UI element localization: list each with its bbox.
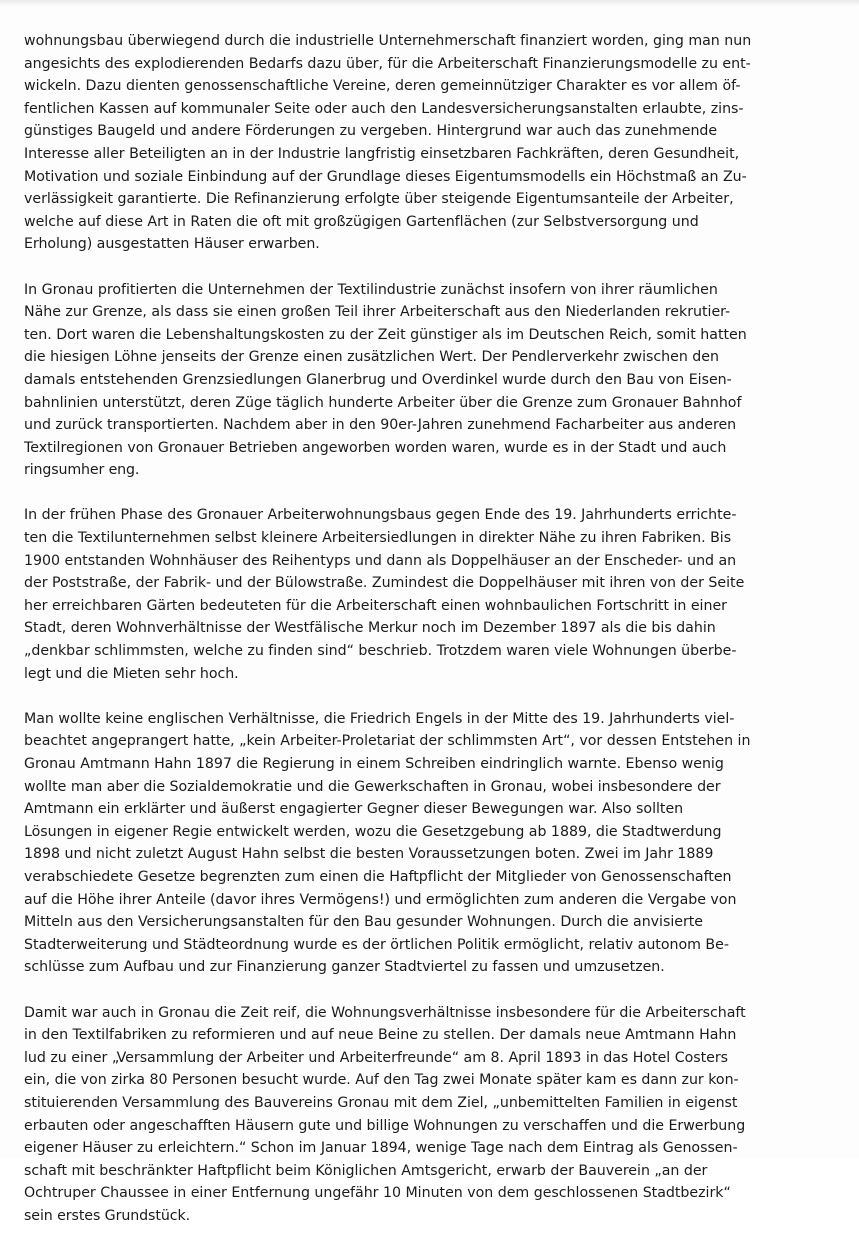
text-line: angesichts des explodierenden Bedarfs dazu über, für die Arbeiterschaft Finanzierungsmodelle zu ent- [24, 55, 751, 72]
text-line: Gronau Amtmann Hahn 1897 die Regierung in einem Schreiben eindringlich warnte. Ebenso wenig [24, 756, 724, 772]
text-line: fentlichen Kassen auf kommunaler Seite oder auch den Landesversicherungsanstalten erlaubte, zins- [24, 100, 744, 117]
text-line: 1900 entstanden Wohnhäuser des Reihentyps und dann als Doppelhäuser an der Enscheder- und an [24, 552, 737, 569]
text-line: wohnungsbau überwiegend durch die industrielle Unternehmerschaft finanziert worden, ging man nun [24, 33, 752, 49]
text-line: In der frühen Phase des Gronauer Arbeiterwohnungsbaus gegen Ende des 19. Jahrhunderts errichte- [24, 507, 737, 524]
paragraph [24, 708, 844, 979]
text-line: ein, die von zirka 80 Personen besucht wurde. Auf den Tag zwei Monate später kam es dann zur kon- [24, 1072, 739, 1089]
paragraph [24, 30, 844, 256]
text-line: Lösungen in eigener Regie entwickelt werden, wozu die Gesetzgebung ab 1889, die Stadtwerdung [24, 823, 722, 840]
text-line: sein erstes Grundstück. [24, 1207, 190, 1224]
text-line: Mitteln aus den Versicherungsanstalten für den Bau gesunder Wohnungen. Durch die anvisierte [24, 914, 704, 931]
text-line: eigener Häuser zu erleichtern.“ Schon im Januar 1894, wenige Tage nach dem Eintrag als Genossen- [24, 1140, 738, 1157]
text-line: erbauten oder angeschafften Häusern gute und billige Wohnungen zu verschaffen und die Erwerbung [24, 1117, 746, 1134]
text-line: wickeln. Dazu dienten genossenschaftliche Vereine, deren gemeinnütziger Charakter es vor allem öf- [24, 78, 741, 95]
text-line: Textilregionen von Gronauer Betrieben angeworben worden waren, wurde es in der Stadt und auch [24, 439, 727, 456]
text-line: In Gronau profitierten die Unternehmen der Textilindustrie zunächst insofern von ihrer räumlichen [24, 281, 718, 298]
text-line: Erholung) ausgestatten Häuser erwarben. [24, 236, 320, 253]
text-line: Stadt, deren Wohnverhältnisse der Westfälische Merkur noch im Dezember 1897 als die bis dahin [24, 620, 716, 637]
text-line: Motivation und soziale Einbindung auf der Grundlage dieses Eigentumsmodells ein Höchstmaß an Zu- [24, 168, 747, 185]
text-line: auf die Höhe ihrer Anteile (davor ihres Vermögens!) und ermöglichten zum anderen die Vergabe von [24, 891, 737, 908]
text-line: schlüsse zum Aufbau und zur Finanzierung ganzer Stadtviertel zu fassen und umzusetzen. [24, 959, 665, 976]
text-line: her erreichbaren Gärten bedeuteten für die Arbeiterschaft einen wohnbaulichen Fortschritt in einer [24, 597, 727, 614]
text-line: Amtmann ein erklärter und äußerst engagierter Gegner dieser Bewegungen war. Also sollten [24, 801, 684, 818]
text-line: günstiges Baugeld und andere Förderungen zu vergeben. Hintergrund war auch das zunehmende [24, 123, 718, 140]
text-line: stituierenden Versammlung des Bauvereins Gronau mit dem Ziel, „unbemittelten Familien in eigenst [24, 1094, 738, 1111]
text-line: lud zu einer „Versammlung der Arbeiter und Arbeiterfreunde“ am 8. April 1893 in das Hotel Costers [24, 1049, 729, 1066]
text-line: „denkbar schlimmsten, welche zu finden sind“ beschrieb. Trotzdem waren viele Wohnungen überbe- [24, 643, 737, 660]
text-line: ringsumher eng. [24, 462, 140, 479]
text-line: ten die Textilunternehmen selbst kleinere Arbeitersiedlungen in direkter Nähe zu ihren Fabriken. Bis [24, 530, 732, 547]
text-line: verabschiedete Gesetze begrenzten zum einen die Haftpflicht der Mitglieder von Genossenschaften [24, 868, 732, 885]
text-line: Ochtruper Chaussee in einer Entfernung ungefähr 10 Minuten von dem geschlossenen Stadtbezirk“ [24, 1185, 731, 1202]
text-line: ten. Dort waren die Lebenshaltungskosten zu der Zeit günstiger als im Deutschen Reich, somit hatten [24, 326, 747, 343]
text-line: 1898 und nicht zuletzt August Hahn selbst die besten Voraussetzungen boten. Zwei im Jahr 1889 [24, 846, 714, 863]
text-line: beachtet angeprangert hatte, „kein Arbeiter-Proletariat der schlimmsten Art“, vor dessen Entstehen in [24, 733, 751, 750]
text-line: wollte man aber die Sozialdemokratie und die Gewerkschaften in Gronau, wobei insbesondere der [24, 778, 721, 795]
text-line: Damit war auch in Gronau die Zeit reif, die Wohnungsverhältnisse insbesondere für die Arbeiterschaft [24, 1004, 746, 1021]
text-line: legt und die Mieten sehr hoch. [24, 665, 239, 682]
paragraph [24, 1002, 844, 1228]
text-line: der Poststraße, der Fabrik- und der Bülowstraße. Zumindest die Doppelhäuser mit ihren von der Seite [24, 575, 745, 592]
text-line: schaft mit beschränkter Haftpflicht beim Königlichen Amtsgericht, erwarb der Bauverein „an der [24, 1162, 708, 1179]
text-line: Stadterweiterung und Städteordnung wurde es der örtlichen Politik ermöglicht, relativ autonom Be- [24, 936, 729, 953]
text-line: verlässigkeit garantierte. Die Refinanzierung erfolgte über steigende Eigentumsanteile der Arbeiter, [24, 191, 734, 208]
text-line: Nähe zur Grenze, als dass sie einen großen Teil ihrer Arbeiterschaft aus den Niederlanden rekrutier- [24, 304, 731, 321]
text-line: bahnlinien unterstützt, deren Züge täglich hunderte Arbeiter über die Grenze zum Gronauer Bahnhof [24, 394, 742, 411]
text-line: die hiesigen Löhne jenseits der Grenze einen zusätzlichen Wert. Der Pendlerverkehr zwischen den [24, 349, 719, 366]
text-line: Interesse aller Beteiligten an in der Industrie langfristig einsetzbaren Fachkräften, deren Gesundheit, [24, 145, 740, 162]
paragraph [24, 279, 844, 482]
text-line: in den Textilfabriken zu reformieren und auf neue Beine zu stellen. Der damals neue Amtmann Hahn [24, 1027, 737, 1044]
text-line: und zurück transportierten. Nachdem aber in den 90er-Jahren zunehmend Facharbeiter aus anderen [24, 417, 737, 434]
text-line: welche auf diese Art in Raten die oft mit großzügigen Gartenflächen (zur Selbstversorgung und [24, 213, 699, 230]
scan-edge [0, 0, 859, 6]
document-body [24, 30, 844, 1250]
text-line: damals entstehenden Grenzsiedlungen Glanerbrug und Overdinkel wurde durch den Bau von Eisen- [24, 371, 732, 388]
text-line: Man wollte keine englischen Verhältnisse, die Friedrich Engels in der Mitte des 19. Jahrhunderts viel- [24, 710, 735, 727]
paragraph [24, 504, 844, 685]
